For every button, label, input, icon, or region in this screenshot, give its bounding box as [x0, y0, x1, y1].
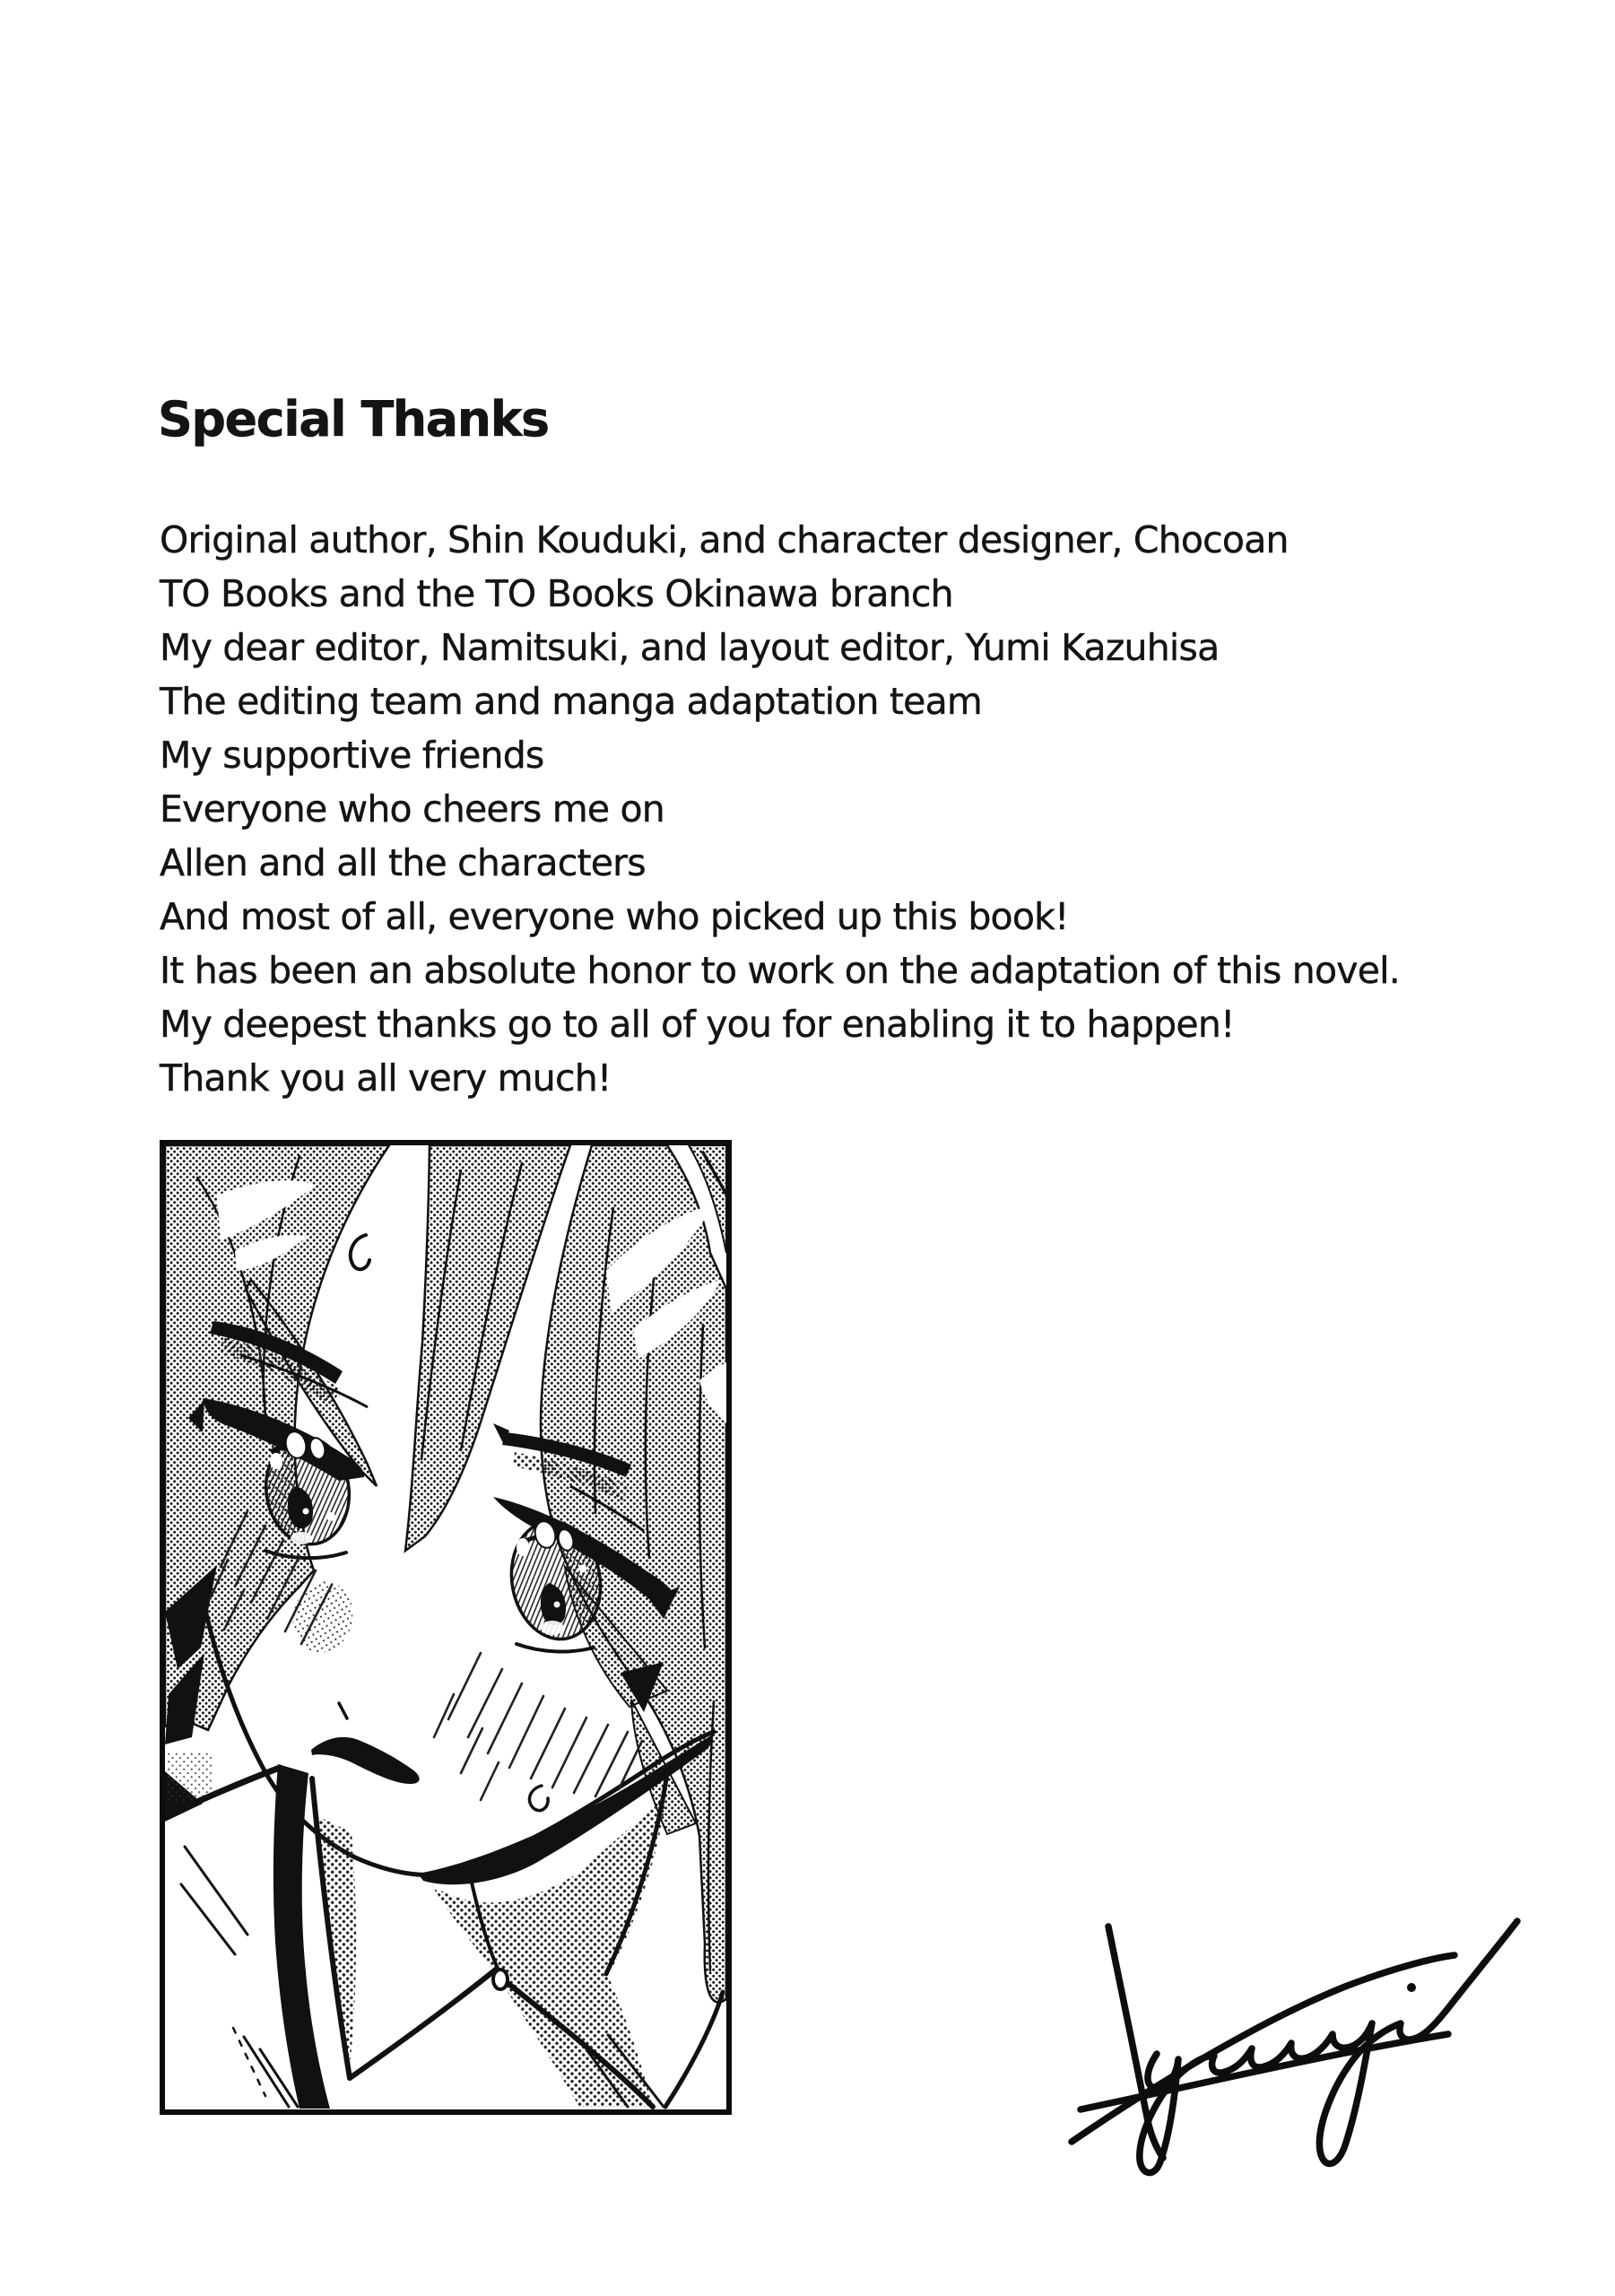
- thanks-line: My supportive friends: [160, 734, 544, 777]
- manga-illustration: [165, 1145, 726, 2109]
- thanks-line: Thank you all very much!: [160, 1057, 612, 1100]
- signature-dot: [1407, 1983, 1416, 1992]
- thanks-list: [160, 513, 1400, 1105]
- thanks-line: Original author, Shin Kouduki, and character designer, Chocoan: [160, 518, 1289, 561]
- signature-swoosh: [1072, 1955, 1454, 2142]
- thanks-line: Everyone who cheers me on: [160, 787, 664, 831]
- thanks-line: The editing team and manga adaptation team: [160, 680, 983, 723]
- artist-signature: [1049, 1901, 1551, 2188]
- signature-stem: [1108, 1926, 1163, 2158]
- thanks-line: And most of all, everyone who picked up this book!: [160, 895, 1069, 938]
- signature-letters: [1140, 1921, 1517, 2173]
- thanks-line: Allen and all the characters: [160, 841, 646, 884]
- thanks-line: It has been an absolute honor to work on the adaptation of this novel.: [160, 949, 1400, 992]
- signature-scribble: [1049, 1901, 1551, 2188]
- page-title: Special Thanks: [158, 391, 549, 448]
- thanks-line: My dear editor, Namitsuki, and layout editor, Yumi Kazuhisa: [160, 626, 1220, 669]
- collar-button: [493, 1970, 508, 1989]
- thanks-line: My deepest thanks go to all of you for enabling it to happen!: [160, 1003, 1235, 1046]
- illustration-panel: [160, 1140, 732, 2115]
- thanks-line: TO Books and the TO Books Okinawa branch: [160, 572, 953, 615]
